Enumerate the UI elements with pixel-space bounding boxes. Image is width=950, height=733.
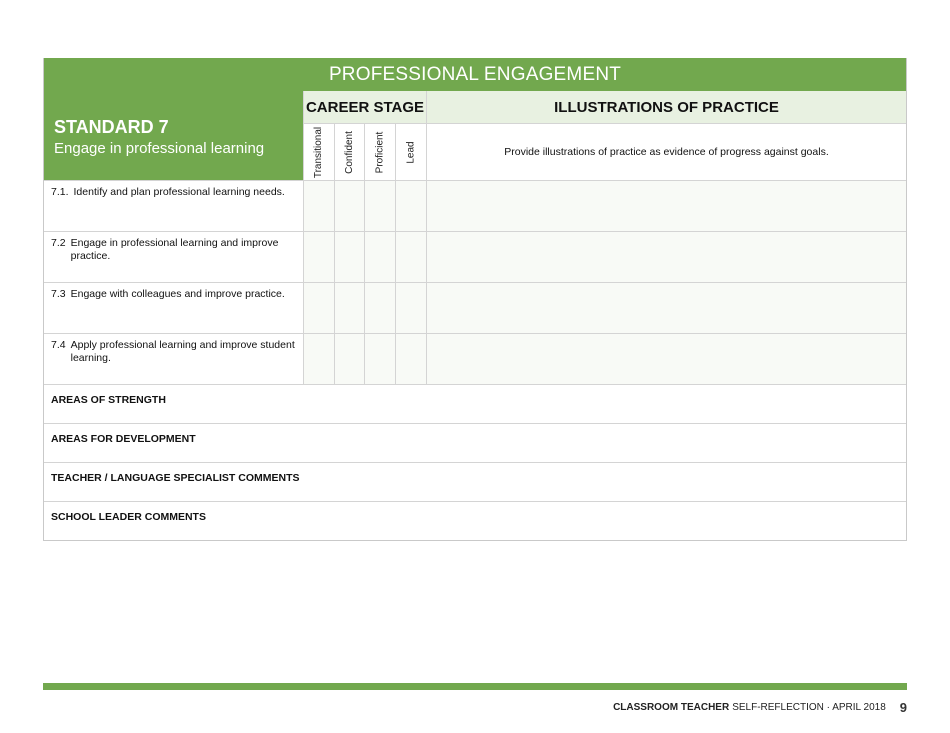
stage-label: Proficient [374,131,386,173]
footer-doc-info: SELF-REFLECTION · APRIL 2018 [732,702,886,713]
proficient-cell[interactable] [364,232,395,282]
stage-label: Transitional [313,126,325,178]
table-header [44,91,906,180]
standard-cell [44,91,303,180]
illustration-cell[interactable] [426,232,906,282]
stage-label: Lead [405,140,417,164]
lead-cell[interactable] [395,334,426,384]
stage-label: Confident [344,130,355,174]
transitional-cell[interactable] [303,334,334,384]
areas-of-strength[interactable]: AREAS OF STRENGTH [44,384,906,423]
lead-cell[interactable] [395,181,426,231]
footer-rule [43,683,907,690]
proficient-cell[interactable] [364,334,395,384]
confident-cell[interactable] [334,232,364,282]
focus-row-7-2 [44,231,906,282]
focus-row-7-4 [44,333,906,384]
self-reflection-table [43,58,907,541]
stage-confident [334,123,364,180]
standard-number: STANDARD 7 [54,117,169,137]
focus-label [44,334,303,384]
proficient-cell[interactable] [364,283,395,333]
transitional-cell[interactable] [303,232,334,282]
focus-label [44,283,303,333]
transitional-cell[interactable] [303,283,334,333]
illustration-cell[interactable] [426,283,906,333]
standard-description: Engage in professional learning [54,140,265,157]
school-leader-comments[interactable]: SCHOOL LEADER COMMENTS [44,501,906,540]
illustrations-heading: ILLUSTRATIONS OF PRACTICE [426,91,906,123]
proficient-cell[interactable] [364,181,395,231]
stage-proficient [364,123,395,180]
teacher-comments[interactable]: TEACHER / LANGUAGE SPECIALIST COMMENTS [44,462,906,501]
stage-transitional [303,123,334,180]
career-stage-heading: CAREER STAGE [303,91,426,123]
confident-cell[interactable] [334,181,364,231]
illustration-cell[interactable] [426,334,906,384]
illustration-cell[interactable] [426,181,906,231]
illustrations-instruction: Provide illustrations of practice as evidence of progress against goals. [426,123,906,180]
footer-doc-type: CLASSROOM TEACHER [613,702,730,713]
page-footer [613,700,907,715]
focus-row-7-1 [44,180,906,231]
areas-for-development[interactable]: AREAS FOR DEVELOPMENT [44,423,906,462]
focus-label [44,232,303,282]
focus-text: Engage with colleagues and improve practice. [70,288,285,300]
lead-cell[interactable] [395,283,426,333]
transitional-cell[interactable] [303,181,334,231]
focus-text: Engage in professional learning and improve practice. [70,237,279,262]
focus-label [44,181,303,231]
focus-row-7-3 [44,282,906,333]
stage-lead [395,123,426,180]
confident-cell[interactable] [334,283,364,333]
focus-number: 7.2 [51,237,66,249]
section-title: PROFESSIONAL ENGAGEMENT [44,58,906,91]
focus-number: 7.4 [51,339,66,351]
confident-cell[interactable] [334,334,364,384]
focus-text: Identify and plan professional learning needs. [73,186,285,198]
focus-number: 7.1. [51,186,69,198]
page-number: 9 [899,700,907,715]
lead-cell[interactable] [395,232,426,282]
focus-text: Apply professional learning and improve student learning. [70,339,295,364]
focus-number: 7.3 [51,288,66,300]
